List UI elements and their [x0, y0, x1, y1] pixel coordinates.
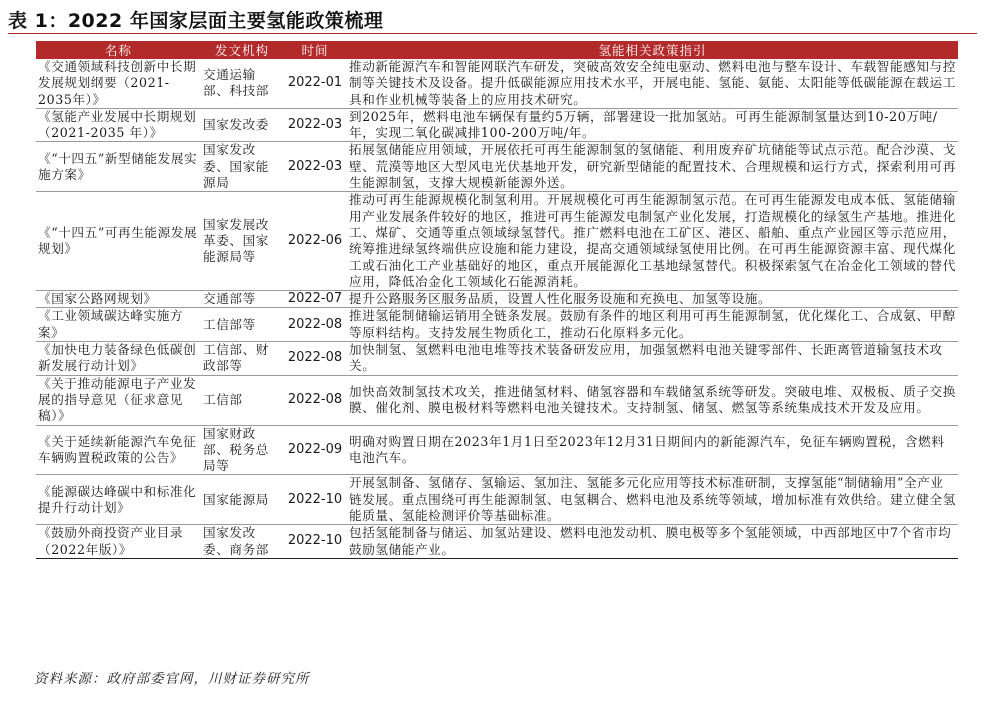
policy-name: 《工业领域碳达峰实施方案》 — [36, 308, 201, 342]
policy-table — [36, 41, 958, 559]
policy-org: 工信部 — [201, 375, 283, 425]
policy-desc: 开展氢制备、氢储存、氢输运、氢加注、氢能多元化应用等技术标准研制，支撑氢能“制储输用”全产业链发展。重点围绕可再生能源制氢、电氢耦合、燃料电池及系统等领域，增加标准有效供给。建立健全氢能质量、氢能检测评价等基础标准。 — [347, 475, 958, 525]
policy-time: 2022-07 — [283, 291, 347, 308]
table-header-row — [36, 41, 958, 59]
policy-desc: 推动新能源汽车和智能网联汽车研发，突破高效安全纯电驱动、燃料电池与整车设计、车载智能感知与控制等关键技术及设备。提升低碳能源应用技术水平，开展电能、氢能、氨能、太阳能等低碳能源在载运工具和作业机械等装备上的应用技术研究。 — [347, 59, 958, 108]
policy-org: 国家发改委 — [201, 108, 283, 142]
policy-desc: 推动可再生能源规模化制氢利用。开展规模化可再生能源制氢示范。在可再生能源发电成本低、氢能储输用产业发展条件较好的地区，推进可再生能源发电制氢产业化发展，打造规模化的绿氢生产基地。推进化工、煤矿、交通等重点领域绿氢替代。推广燃料电池在工矿区、港区、船舶、重点产业园区等示范应用，统筹推进绿氢终端供应设施和能力建设，提高交通领域绿氢使用比例。在可再生能源资源丰富、现代煤化工或石油化工产业基础好的地区，重点开展能源化工基地绿氢替代。积极探索氢气在冶金化工领域的替代应用，降低冶金化工领域化石能源消耗。 — [347, 192, 958, 291]
header-name: 名称 — [36, 41, 201, 59]
policy-desc: 拓展氢储能应用领域，开展依托可再生能源制氢的氢储能、利用废弃矿坑储能等试点示范。配合沙漠、戈壁、荒漠等地区大型风电光伏基地开发，研究新型储能的配置技术、合理规模和运行方式，探索利用可再生能源制氢，支撑大规模新能源外送。 — [347, 142, 958, 192]
policy-time: 2022-08 — [283, 342, 347, 376]
policy-name: 《关于推动能源电子产业发展的指导意见（征求意见稿）》 — [36, 375, 201, 425]
policy-org: 工信部等 — [201, 308, 283, 342]
source-note: 资料来源：政府部委官网，川财证券研究所 — [34, 671, 310, 687]
table-row — [36, 142, 958, 192]
table-row — [36, 342, 958, 376]
table-row — [36, 308, 958, 342]
policy-name: 《国家公路网规划》 — [36, 291, 201, 308]
policy-name: 《关于延续新能源汽车免征车辆购置税政策的公告》 — [36, 425, 201, 475]
policy-time: 2022-01 — [283, 59, 347, 108]
policy-time: 2022-08 — [283, 375, 347, 425]
policy-desc: 提升公路服务区服务品质，设置人性化服务设施和充换电、加氢等设施。 — [347, 291, 958, 308]
policy-name: 《能源碳达峰碳中和标准化提升行动计划》 — [36, 475, 201, 525]
table-row — [36, 192, 958, 291]
policy-time: 2022-09 — [283, 425, 347, 475]
policy-time: 2022-10 — [283, 525, 347, 559]
table-title: 表 1：2022 年国家层面主要氢能政策梳理 — [8, 10, 384, 32]
table-row — [36, 108, 958, 142]
policy-org: 国家能源局 — [201, 475, 283, 525]
policy-org: 交通运输部、科技部 — [201, 59, 283, 108]
policy-org: 国家发改委、商务部 — [201, 525, 283, 559]
policy-name: 《“十四五”新型储能发展实施方案》 — [36, 142, 201, 192]
policy-time: 2022-06 — [283, 192, 347, 291]
header-org: 发文机构 — [201, 41, 283, 59]
title-divider — [8, 33, 977, 34]
policy-desc: 加快制氢、氢燃料电池电堆等技术装备研发应用，加强氢燃料电池关键零部件、长距离管道输氢技术攻关。 — [347, 342, 958, 376]
table-row — [36, 59, 958, 108]
policy-org: 交通部等 — [201, 291, 283, 308]
header-time: 时间 — [283, 41, 347, 59]
header-desc: 氢能相关政策指引 — [347, 41, 958, 59]
policy-time: 2022-10 — [283, 475, 347, 525]
policy-desc: 明确对购置日期在2023年1月1日至2023年12月31日期间内的新能源汽车，免征车辆购置税，含燃料电池汽车。 — [347, 425, 958, 475]
policy-name: 《氢能产业发展中长期规划（2021-2035 年）》 — [36, 108, 201, 142]
policy-time: 2022-08 — [283, 308, 347, 342]
policy-name: 《加快电力装备绿色低碳创新发展行动计划》 — [36, 342, 201, 376]
table-row — [36, 525, 958, 559]
policy-org: 工信部、财政部等 — [201, 342, 283, 376]
table-row — [36, 375, 958, 425]
policy-org: 国家发改委、国家能源局 — [201, 142, 283, 192]
policy-name: 《鼓励外商投资产业目录（2022年版）》 — [36, 525, 201, 559]
policy-name: 《“十四五”可再生能源发展规划》 — [36, 192, 201, 291]
policy-desc: 加快高效制氢技术攻关，推进储氢材料、储氢容器和车载储氢系统等研发。突破电堆、双极板、质子交换膜、催化剂、膜电极材料等燃料电池关键技术。支持制氢、储氢、燃氢等系统集成技术开发及应用。 — [347, 375, 958, 425]
policy-desc: 推进氢能制储输运销用全链条发展。鼓励有条件的地区利用可再生能源制氢，优化煤化工、合成氨、甲醇等原料结构。支持发展生物质化工，推动石化原料多元化。 — [347, 308, 958, 342]
table-row — [36, 425, 958, 475]
policy-org: 国家财政部、税务总局等 — [201, 425, 283, 475]
policy-desc: 包括氢能制备与储运、加氢站建设、燃料电池发动机、膜电极等多个氢能领域，中西部地区中7个省市均鼓励氢储能产业。 — [347, 525, 958, 559]
policy-org: 国家发展改革委、国家能源局等 — [201, 192, 283, 291]
policy-name: 《交通领域科技创新中长期发展规划纲要（2021-2035年）》 — [36, 59, 201, 108]
policy-time: 2022-03 — [283, 108, 347, 142]
table-row — [36, 291, 958, 308]
table-row — [36, 475, 958, 525]
policy-desc: 到2025年，燃料电池车辆保有量约5万辆，部署建设一批加氢站。可再生能源制氢量达到10-20万吨/年，实现二氧化碳减排100-200万吨/年。 — [347, 108, 958, 142]
policy-time: 2022-03 — [283, 142, 347, 192]
